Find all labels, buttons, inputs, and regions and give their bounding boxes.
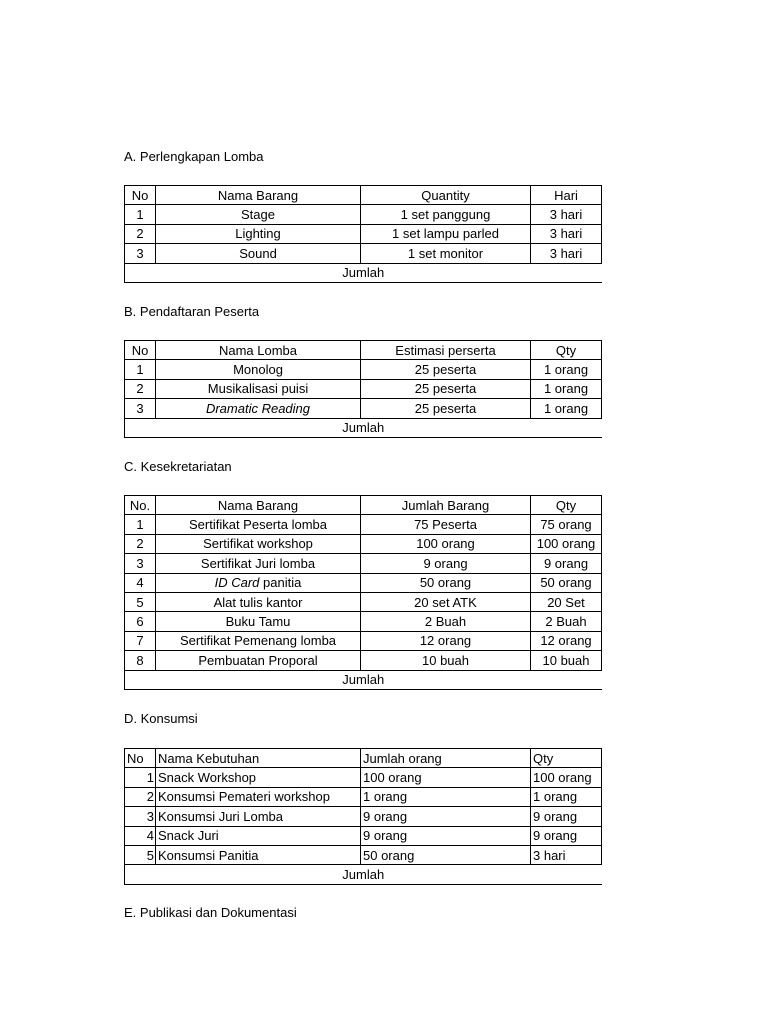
table-row bbox=[125, 651, 602, 670]
table-cell: 3 bbox=[125, 244, 156, 263]
header-cell: Nama Barang bbox=[156, 186, 361, 205]
table-cell: Sertifikat Pemenang lomba bbox=[156, 631, 361, 650]
table-cell: Snack Juri bbox=[156, 826, 361, 845]
table-cell: 1 bbox=[125, 768, 156, 787]
table-cell: 25 peserta bbox=[361, 399, 531, 418]
header-cell: No bbox=[125, 341, 156, 360]
table-cell: Buku Tamu bbox=[156, 612, 361, 631]
table-cell: Sertifikat workshop bbox=[156, 534, 361, 553]
table-row bbox=[125, 845, 602, 864]
table-cell: 1 set panggung bbox=[361, 205, 531, 224]
table-cell: Konsumsi Panitia bbox=[156, 845, 361, 864]
table-cell: 9 orang bbox=[361, 826, 531, 845]
table-cell: 2 bbox=[125, 224, 156, 243]
table-cell: 3 bbox=[125, 554, 156, 573]
total-label: Jumlah bbox=[125, 418, 602, 437]
cell-text: panitia bbox=[263, 575, 302, 591]
table-cell: 9 orang bbox=[531, 826, 602, 845]
table-row bbox=[125, 573, 602, 592]
table-cell: 3 hari bbox=[531, 205, 602, 224]
total-row bbox=[125, 263, 602, 282]
table-cell: 9 orang bbox=[531, 554, 602, 573]
table-header-row bbox=[125, 496, 602, 515]
table-row bbox=[125, 534, 602, 553]
table-cell: 9 orang bbox=[361, 554, 531, 573]
table-cell: 1 orang bbox=[531, 379, 602, 398]
table-header-row bbox=[125, 186, 602, 205]
table-cell: 9 orang bbox=[361, 807, 531, 826]
header-cell: Jumlah Barang bbox=[361, 496, 531, 515]
table-cell: 4 bbox=[125, 826, 156, 845]
table-cell: 75 orang bbox=[531, 515, 602, 534]
table-row bbox=[125, 244, 602, 263]
table-cell: 100 orang bbox=[361, 534, 531, 553]
table-cell bbox=[156, 573, 361, 592]
section-heading-a: A. Perlengkapan Lomba bbox=[124, 149, 264, 164]
table-cell: Musikalisasi puisi bbox=[156, 379, 361, 398]
table-cell: 5 bbox=[125, 845, 156, 864]
table-cell: Konsumsi Juri Lomba bbox=[156, 807, 361, 826]
table-row bbox=[125, 224, 602, 243]
table-cell: 3 hari bbox=[531, 244, 602, 263]
table-row bbox=[125, 399, 602, 418]
table-cell: 1 orang bbox=[531, 360, 602, 379]
table-cell: 7 bbox=[125, 631, 156, 650]
section-heading-b: B. Pendaftaran Peserta bbox=[124, 304, 260, 319]
total-row bbox=[125, 418, 602, 437]
table-row bbox=[125, 515, 602, 534]
table-cell: 2 Buah bbox=[361, 612, 531, 631]
table-cell: 1 orang bbox=[531, 399, 602, 418]
table-row bbox=[125, 826, 602, 845]
table-pendaftaran-peserta bbox=[124, 340, 602, 438]
table-cell: 50 orang bbox=[361, 573, 531, 592]
table-row bbox=[125, 360, 602, 379]
table-cell: Alat tulis kantor bbox=[156, 592, 361, 611]
table-cell: 1 orang bbox=[531, 787, 602, 806]
header-cell: No bbox=[125, 186, 156, 205]
table-cell: 12 orang bbox=[361, 631, 531, 650]
section-heading-c: C. Kesekretariatan bbox=[124, 459, 232, 474]
header-cell: Hari bbox=[531, 186, 602, 205]
total-label: Jumlah bbox=[125, 865, 602, 884]
table-cell: Sertifikat Juri lomba bbox=[156, 554, 361, 573]
table-header-row bbox=[125, 749, 602, 768]
table-cell: Snack Workshop bbox=[156, 768, 361, 787]
total-label: Jumlah bbox=[125, 670, 602, 689]
header-cell: Estimasi perserta bbox=[361, 341, 531, 360]
table-cell: 75 Peserta bbox=[361, 515, 531, 534]
section-heading-e: E. Publikasi dan Dokumentasi bbox=[124, 905, 297, 920]
header-cell: Jumlah orang bbox=[361, 749, 531, 768]
table-cell: 100 orang bbox=[361, 768, 531, 787]
table-row bbox=[125, 379, 602, 398]
table-cell: 2 bbox=[125, 534, 156, 553]
table-row bbox=[125, 205, 602, 224]
table-row bbox=[125, 612, 602, 631]
table-cell: 2 bbox=[125, 379, 156, 398]
table-cell: 1 bbox=[125, 515, 156, 534]
table-cell: Stage bbox=[156, 205, 361, 224]
table-cell: 9 orang bbox=[531, 807, 602, 826]
table-cell: Pembuatan Proporal bbox=[156, 651, 361, 670]
table-cell: 25 peserta bbox=[361, 360, 531, 379]
table-cell: 2 bbox=[125, 787, 156, 806]
table-cell: Sertifikat Peserta lomba bbox=[156, 515, 361, 534]
table-cell: 50 orang bbox=[361, 845, 531, 864]
table-cell: Dramatic Reading bbox=[156, 399, 361, 418]
table-cell: 25 peserta bbox=[361, 379, 531, 398]
table-cell: 3 hari bbox=[531, 845, 602, 864]
table-cell: 1 set lampu parled bbox=[361, 224, 531, 243]
table-cell: Sound bbox=[156, 244, 361, 263]
header-cell: Qty bbox=[531, 496, 602, 515]
table-cell: 1 bbox=[125, 205, 156, 224]
table-cell: 20 set ATK bbox=[361, 592, 531, 611]
table-row bbox=[125, 787, 602, 806]
table-row bbox=[125, 554, 602, 573]
table-cell: Konsumsi Pemateri workshop bbox=[156, 787, 361, 806]
table-cell: Monolog bbox=[156, 360, 361, 379]
header-cell: Qty bbox=[531, 341, 602, 360]
table-cell: 3 hari bbox=[531, 224, 602, 243]
header-cell: No. bbox=[125, 496, 156, 515]
table-cell: 5 bbox=[125, 592, 156, 611]
table-kesekretariatan bbox=[124, 495, 602, 690]
header-cell: Quantity bbox=[361, 186, 531, 205]
total-row bbox=[125, 865, 602, 884]
total-row bbox=[125, 670, 602, 689]
table-cell: 10 buah bbox=[531, 651, 602, 670]
table-row bbox=[125, 631, 602, 650]
section-heading-d: D. Konsumsi bbox=[124, 711, 198, 726]
italic-term: ID Card bbox=[214, 575, 260, 591]
table-cell: Lighting bbox=[156, 224, 361, 243]
table-header-row bbox=[125, 341, 602, 360]
table-cell: 10 buah bbox=[361, 651, 531, 670]
table-cell: 1 orang bbox=[361, 787, 531, 806]
table-cell: 20 Set bbox=[531, 592, 602, 611]
total-label: Jumlah bbox=[125, 263, 602, 282]
table-cell: 1 set monitor bbox=[361, 244, 531, 263]
table-cell: 6 bbox=[125, 612, 156, 631]
table-cell: 4 bbox=[125, 573, 156, 592]
table-cell: 2 Buah bbox=[531, 612, 602, 631]
header-cell: Nama Kebutuhan bbox=[156, 749, 361, 768]
table-cell: 100 orang bbox=[531, 768, 602, 787]
table-cell: 8 bbox=[125, 651, 156, 670]
table-cell: 12 orang bbox=[531, 631, 602, 650]
header-cell: Nama Barang bbox=[156, 496, 361, 515]
table-perlengkapan-lomba bbox=[124, 185, 602, 283]
header-cell: No bbox=[125, 749, 156, 768]
header-cell: Nama Lomba bbox=[156, 341, 361, 360]
table-cell: 100 orang bbox=[531, 534, 602, 553]
header-cell: Qty bbox=[531, 749, 602, 768]
table-row bbox=[125, 592, 602, 611]
table-row bbox=[125, 807, 602, 826]
table-konsumsi bbox=[124, 748, 602, 885]
table-cell: 50 orang bbox=[531, 573, 602, 592]
table-row bbox=[125, 768, 602, 787]
table-cell: 1 bbox=[125, 360, 156, 379]
table-cell: 3 bbox=[125, 807, 156, 826]
table-cell: 3 bbox=[125, 399, 156, 418]
